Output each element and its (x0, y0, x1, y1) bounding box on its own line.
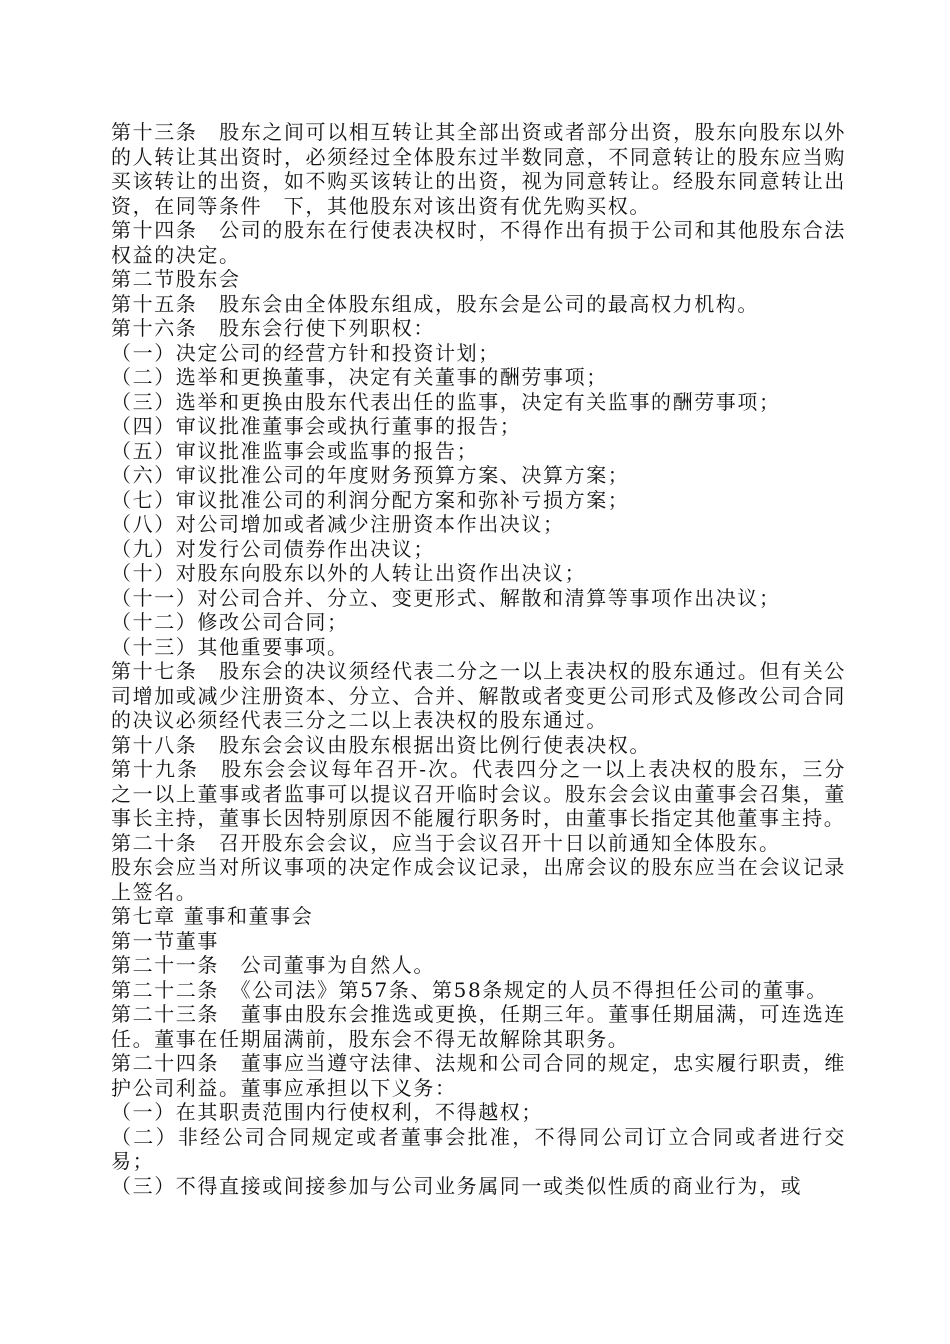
article-16: 第十六条 股东会行使下列职权： (111, 316, 435, 340)
article-21: 第二十一条 公司董事为自然人。 (111, 953, 435, 977)
list-item: （十二）修改公司合同； (111, 610, 349, 634)
article-19: 第十九条 股东会会议每年召开-次。代表四分之一以上表决权的股东，三分之一以上董事或者监事可以提议召开临时会议。股东会会议由董事会召集，董事长主持，董事长因特别原因不能履行职务时，由董事长指定其他董事主持。 (111, 757, 846, 830)
chapter-heading-directors: 第七章 董事和董事会 (111, 904, 314, 928)
article-18: 第十八条 股东会会议由股东根据出资比例行使表决权。 (111, 732, 651, 757)
section-heading-directors: 第一节董事 (111, 928, 219, 953)
list-item: （七）审议批准公司的利润分配方案和弥补亏损方案； (111, 487, 630, 512)
list-item: （九）对发行公司债券作出决议； (111, 536, 435, 561)
list-item: （三）选举和更换由股东代表出任的监事，决定有关监事的酬劳事项； (111, 389, 781, 414)
list-item: （十）对股东向股东以外的人转让出资作出决议； (111, 561, 587, 585)
article-22: 第二十二条 《公司法》第57条、第58条规定的人员不得担任公司的董事。 (111, 977, 828, 1002)
article-20: 第二十条 召开股东会会议，应当于会议召开十日以前通知全体股东。 (111, 830, 781, 855)
list-item: （二）选举和更换董事，决定有关董事的酬劳事项； (111, 365, 608, 389)
list-item: （一）决定公司的经营方针和投资计划； (111, 340, 500, 365)
article-24: 第二十四条 董事应当遵守法律、法规和公司合同的规定，忠实履行职责，维护公司利益。董事应承担以下义务： (111, 1051, 846, 1100)
list-item: （十三）其他重要事项。 (111, 634, 349, 659)
list-item: （一）在其职责范围内行使权利，不得越权； (111, 1100, 543, 1124)
list-item: （十一）对公司合并、分立、变更形式、解散和清算等事项作出决议； (111, 585, 781, 610)
article-17: 第十七条 股东会的决议须经代表二分之一以上表决权的股东通过。但有关公司增加或减少注册资本、分立、合并、解散或者变更公司形式及修改公司合同的决议必须经代表三分之二以上表决权的股东通过。 (111, 659, 846, 732)
list-item: （六）审议批准公司的年度财务预算方案、决算方案； (111, 463, 630, 487)
document-body (111, 120, 846, 1198)
article-15: 第十五条 股东会由全体股东组成，股东会是公司的最高权力机构。 (111, 291, 759, 316)
article-23: 第二十三条 董事由股东会推选或更换，任期三年。董事任期届满，可连选连任。董事在任期届满前，股东会不得无故解除其职务。 (111, 1002, 846, 1051)
list-item: （八）对公司增加或者减少注册资本作出决议； (111, 512, 565, 536)
section-heading-shareholders-meeting: 第二节股东会 (111, 267, 241, 291)
article-13: 第十三条 股东之间可以相互转让其全部出资或者部分出资，股东向股东以外的人转让其出资时，必须经过全体股东过半数同意，不同意转让的股东应当购买该转让的出资，如不购买该转让的出资，视为同意转让。经股东同意转让出资，在同等条件 下，其他股东对该出资有优先购买权。 (111, 120, 846, 218)
list-item: （五）审议批准监事会或监事的报告； (111, 438, 479, 463)
meeting-record-paragraph: 股东会应当对所议事项的决定作成会议记录，出席会议的股东应当在会议记录上签名。 (111, 855, 846, 904)
list-item: （三）不得直接或间接参加与公司业务属同一或类似性质的商业行为，或 (111, 1173, 803, 1198)
list-item: （四）审议批准董事会或执行董事的报告； (111, 414, 522, 438)
list-item: （二）非经公司合同规定或者董事会批准，不得同公司订立合同或者进行交易； (111, 1124, 846, 1173)
article-14: 第十四条 公司的股东在行使表决权时，不得作出有损于公司和其他股东合法权益的决定。 (111, 218, 846, 267)
